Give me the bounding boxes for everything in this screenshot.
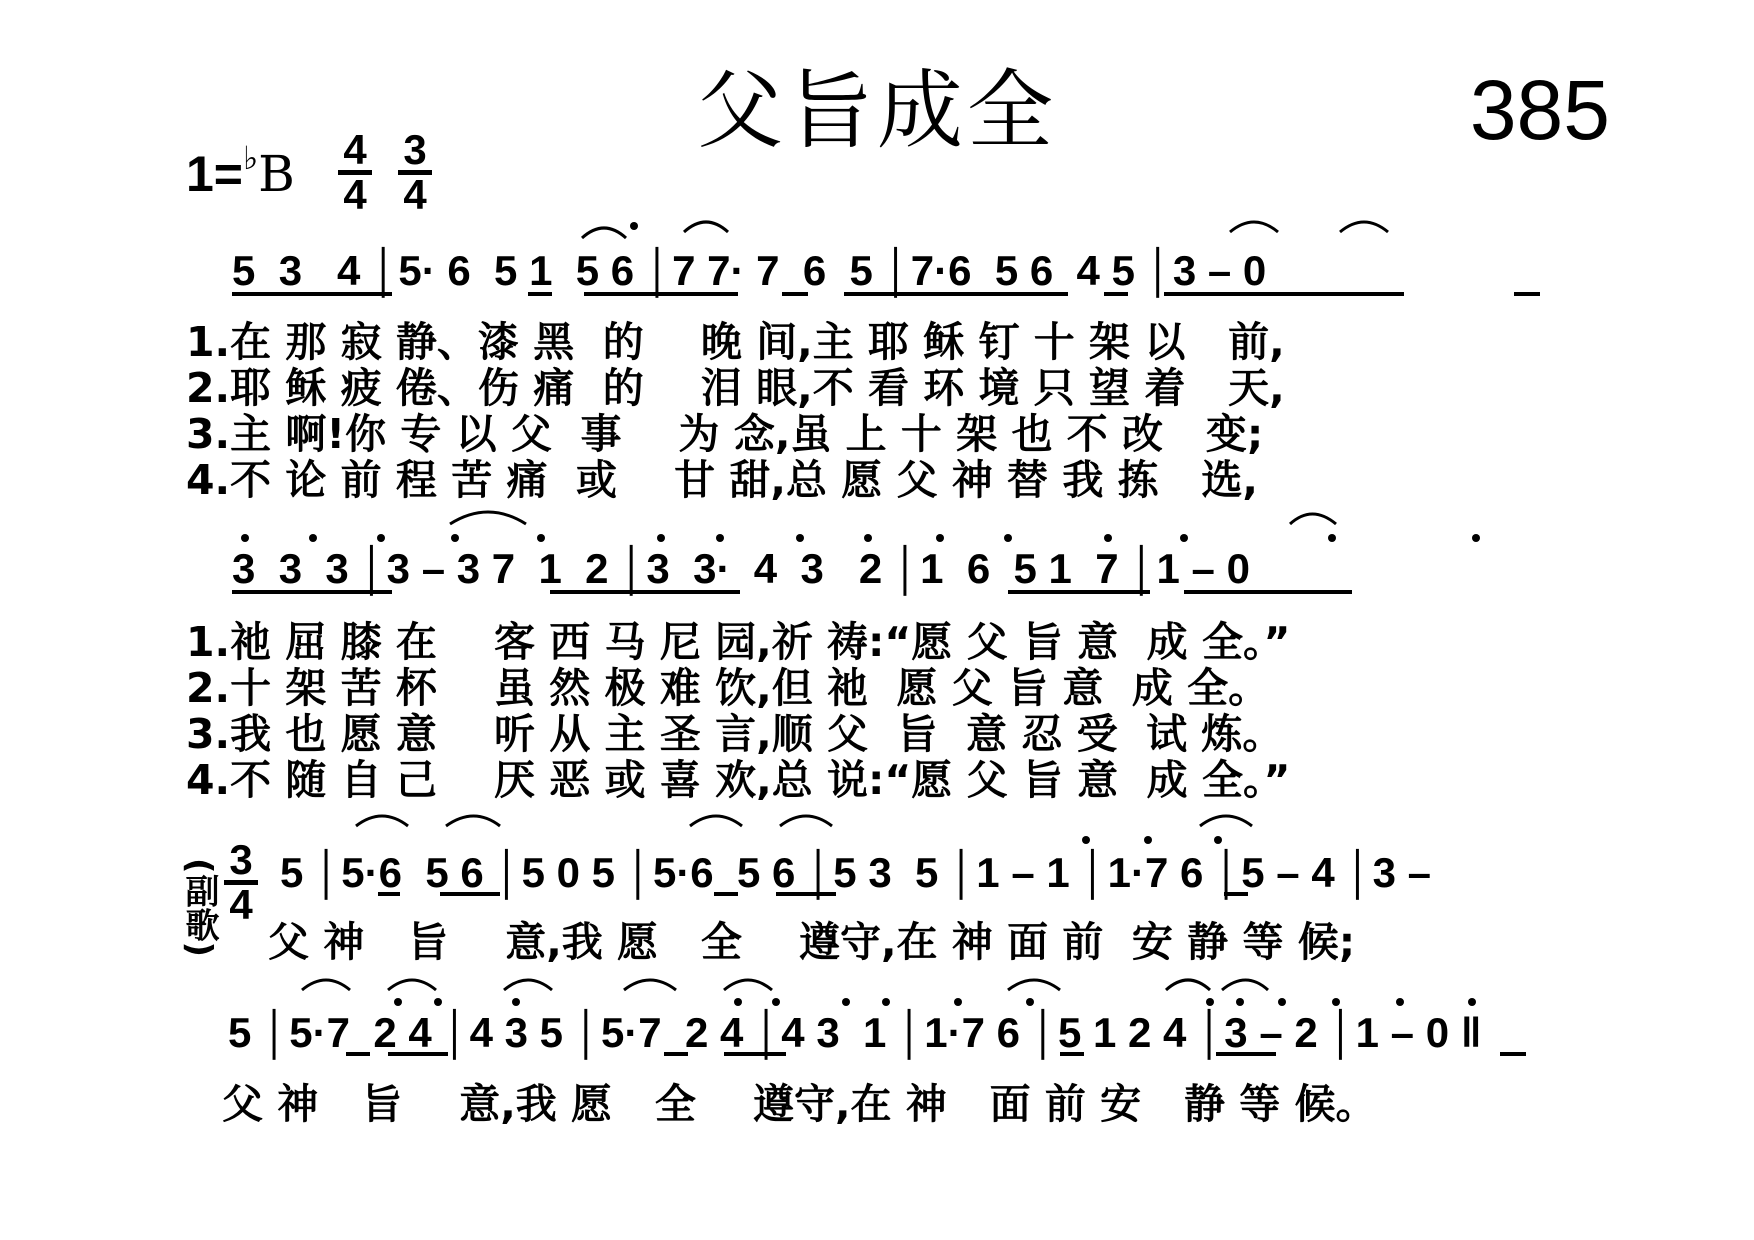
- notation-row-4: 5 │5·7 2 4 │4 3 5 │5·7 2 4 │4 3 1 │1·7 6 │5 1 2 4 │3 – 2 │1 – 0 ‖: [228, 1009, 1482, 1056]
- octave-dots: [241, 222, 1480, 1006]
- rhythm-underlines: [232, 294, 1540, 1054]
- key-note: B: [258, 145, 295, 203]
- verse-line-2a: 2.耶 稣 疲 倦、伤 痛 的 泪 眼,不 看 环 境 只 望 着 天,: [186, 364, 1285, 412]
- verse-line-4b: 4.不 随 自 己 厌 恶 或 喜 欢,总 说:“愿 父 旨 意 成 全。”: [186, 756, 1291, 804]
- hymn-number: 385: [1469, 63, 1610, 157]
- time-sig-denominator: 4: [229, 881, 253, 928]
- notation-row-3: 5 │5·6 5 6 │5 0 5 │5·6 5 6 │5 3 5 │1 – 1 │1·7 6 │5 – 4 │3 –: [280, 849, 1432, 896]
- chorus-lyric-line-1: 父 神 旨 意,我 愿 全 遵守,在 神 面 前 安 静 等 候;: [268, 918, 1356, 966]
- time-sig-numerator: 3: [398, 130, 432, 175]
- slur-marks: [302, 222, 1388, 990]
- key-prefix: 1=: [186, 146, 244, 202]
- hymn-title: 父旨成全: [697, 61, 1057, 161]
- verse-line-2b: 2.十 架 苦 杯 虽 然 极 难 饮,但 祂 愿 父 旨 意 成 全。: [186, 664, 1270, 712]
- time-sig-numerator: 3: [224, 840, 258, 885]
- verse-line-1a: 1.在 那 寂 静、漆 黑 的 晚 间,主 耶 稣 钉 十 架 以 前,: [186, 318, 1285, 366]
- time-sig-numerator: 4: [338, 130, 372, 175]
- verse-line-3b: 3.我 也 愿 意 听 从 主 圣 言,顺 父 旨 意 忍 受 试 炼。: [186, 710, 1284, 758]
- verse-line-3a: 3.主 啊!你 专 以 父 事 为 念,虽 上 十 架 也 不 改 变;: [186, 410, 1264, 458]
- flat-sign: ♭: [243, 139, 259, 177]
- notation-row-2: 3 3 3 │3 – 3 7 1 2 │3 3· 4 3 2 │1 6 5 1 7 │1 – 0: [232, 545, 1250, 592]
- verse-line-1b: 1.祂 屈 膝 在 客 西 马 尼 园,祈 祷:“愿 父 旨 意 成 全。”: [186, 618, 1291, 666]
- notation-row-1: 5 3 4 │5· 6 5 1 5 6 │7 7· 7 6 5 │7·6 5 6 4 5 │3 – 0: [232, 247, 1267, 294]
- time-sig-denominator: 4: [403, 171, 427, 218]
- verse-line-4a: 4.不 论 前 程 苦 痛 或 甘 甜,总 愿 父 神 替 我 拣 选,: [186, 456, 1259, 504]
- time-sig-denominator: 4: [343, 171, 367, 218]
- chorus-lyric-line-2: 父 神 旨 意,我 愿 全 遵守,在 神 面 前 安 静 等 候。: [222, 1080, 1377, 1128]
- chorus-label: (副歌): [179, 858, 219, 958]
